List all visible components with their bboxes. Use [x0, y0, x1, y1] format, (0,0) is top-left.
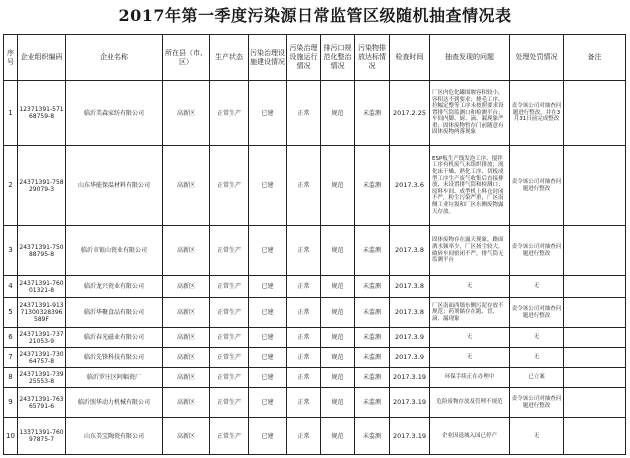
cell-county: 高新区	[163, 226, 210, 276]
cell-code: 12371391-57168759-8	[18, 81, 66, 146]
cell-code: 24371391-76001321-8	[18, 276, 66, 298]
cell-outlet: 规范	[321, 226, 355, 276]
cell-seq: 1	[4, 81, 18, 146]
inspection-table	[3, 34, 626, 455]
cell-facility-built: 已建	[249, 276, 287, 298]
header-problems: 抽查发现的问题	[430, 35, 510, 81]
cell-seq: 9	[4, 388, 18, 418]
cell-seq: 4	[4, 276, 18, 298]
cell-handling: 责令该公司对抽查问题进行整改	[510, 226, 564, 276]
table-row	[4, 298, 626, 328]
cell-county: 高新区	[163, 368, 210, 388]
cell-check-time: 2017.3.8	[390, 276, 430, 298]
cell-handling: 责令该公司对抽查问题进行整改，并在3月31日前完成整改	[510, 81, 564, 146]
cell-facility-built: 已建	[249, 146, 287, 226]
header-outlet: 排污口规范化整治情况	[321, 35, 355, 81]
cell-facility-run: 正常	[287, 226, 321, 276]
header-handling: 处理处罚情况	[510, 35, 564, 81]
table-row	[4, 368, 626, 388]
cell-outlet: 规范	[321, 328, 355, 348]
cell-code: 13371391-76097875-7	[18, 418, 66, 455]
table-row	[4, 146, 626, 226]
cell-remark	[564, 328, 626, 348]
cell-county: 高新区	[163, 348, 210, 368]
cell-status: 正常生产	[210, 418, 249, 455]
cell-facility-run: 正常	[287, 276, 321, 298]
cell-monitor: 未监测	[355, 368, 390, 388]
cell-check-time: 2017.3.6	[390, 146, 430, 226]
cell-monitor: 未监测	[355, 418, 390, 455]
cell-facility-built: 已建	[249, 388, 287, 418]
header-seq: 序号	[4, 35, 18, 81]
cell-facility-run: 正常	[287, 388, 321, 418]
cell-status: 正常生产	[210, 298, 249, 328]
cell-name: 山东华能保温材料有限公司	[66, 146, 163, 226]
cell-handling: 无	[510, 418, 564, 455]
cell-outlet: 规范	[321, 388, 355, 418]
cell-monitor: 未监测	[355, 298, 390, 328]
cell-code: 24371391-73721053-9	[18, 328, 66, 348]
cell-county: 高新区	[163, 418, 210, 455]
cell-problems: 固体废物存在露天现象，路面洒水频率少，厂区扬尘较大，破碎车间密闭不严，排气筒无监测平台	[430, 226, 510, 276]
cell-seq: 6	[4, 328, 18, 348]
cell-code: 24371391-91371300328396589F	[18, 298, 66, 328]
header-row	[4, 35, 626, 81]
cell-problems: ESP板生产线发泡工序、搅拌工序有机废气未组织排放；流化床干燥、熟化工序、切板成型工序生产废气收集后直接排放，未设置排气筒和检测口；原料车间、成型机上料仓封闭不严，粉尘污染严重，厂区南侧工业垃圾和厂区东侧废物露天存放。	[430, 146, 510, 226]
cell-remark	[564, 226, 626, 276]
cell-seq: 10	[4, 418, 18, 455]
page-title: 2017年第一季度污染源日常监管区级随机抽查情况表	[118, 6, 512, 25]
header-facility-run: 污染治理设施运行情况	[287, 35, 321, 81]
header-status: 生产状态	[210, 35, 249, 81]
cell-status: 正常生产	[210, 81, 249, 146]
cell-outlet: 规范	[321, 368, 355, 388]
cell-status: 正常生产	[210, 388, 249, 418]
cell-facility-run: 正常	[287, 298, 321, 328]
cell-facility-run: 正常	[287, 418, 321, 455]
cell-name: 临沂华聚食品有限公司	[66, 298, 163, 328]
cell-name: 临沂照华动力机械有限公司	[66, 388, 163, 418]
cell-facility-built: 已建	[249, 348, 287, 368]
cell-code: 24371391-73925553-8	[18, 368, 66, 388]
header-county: 所在县（市、区）	[163, 35, 210, 81]
cell-facility-built: 已建	[249, 418, 287, 455]
cell-code: 24371391-76365791-6	[18, 388, 66, 418]
cell-handling: 责令该公司对抽查问题进行整改	[510, 388, 564, 418]
header-monitor: 污染物排放达标情况	[355, 35, 390, 81]
cell-remark	[564, 81, 626, 146]
cell-code: 24371391-73064757-8	[18, 348, 66, 368]
cell-outlet: 规范	[321, 348, 355, 368]
table-row	[4, 226, 626, 276]
cell-check-time: 2017.3.9	[390, 328, 430, 348]
cell-facility-built: 已建	[249, 328, 287, 348]
cell-facility-built: 已建	[249, 81, 287, 146]
cell-name: 临沂市银山瓷业有限公司	[66, 226, 163, 276]
cell-problems: 厂区内危化罐围堰容积较小，容积达不到要求；烧毛工序、拉幅定整等工序未按照要求设置排气筒监测口和检测平台；车间内脚、厨、滴、漏现象严重；固体废物暂存门前随意有固体废物两落现象	[430, 81, 510, 146]
cell-handling: 责令该公司对抽查问题进行整改	[510, 146, 564, 226]
cell-county: 高新区	[163, 146, 210, 226]
cell-facility-built: 已建	[249, 226, 287, 276]
cell-facility-run: 正常	[287, 328, 321, 348]
table-row	[4, 276, 626, 298]
cell-name: 临沂罗庄区阿幅瓷厂	[66, 368, 163, 388]
cell-county: 高新区	[163, 276, 210, 298]
cell-facility-run: 正常	[287, 368, 321, 388]
cell-remark	[564, 276, 626, 298]
cell-handling: 无	[510, 348, 564, 368]
cell-status: 正常生产	[210, 226, 249, 276]
cell-check-time: 2017.3.19	[390, 418, 430, 455]
cell-outlet: 规范	[321, 146, 355, 226]
header-name: 企业名称	[66, 35, 163, 81]
cell-remark	[564, 298, 626, 328]
table-row	[4, 418, 626, 455]
cell-seq: 3	[4, 226, 18, 276]
cell-check-time: 2017.3.9	[390, 348, 430, 368]
cell-remark	[564, 146, 626, 226]
cell-problems: 厂区南面西墙东侧污泥存放不规范；药剂储存在跑、冒、滴、漏现象	[430, 298, 510, 328]
cell-problems: 无	[430, 276, 510, 298]
cell-facility-run: 正常	[287, 146, 321, 226]
cell-outlet: 规范	[321, 276, 355, 298]
cell-monitor: 未监测	[355, 226, 390, 276]
cell-county: 高新区	[163, 81, 210, 146]
header-code: 企业组织编码	[18, 35, 66, 81]
cell-name: 临沂龙兴瓷业有限公司	[66, 276, 163, 298]
cell-name: 山东美宝陶瓷有限公司	[66, 418, 163, 455]
cell-handling: 责令该公司对抽查问题进行整改	[510, 298, 564, 328]
table-row	[4, 328, 626, 348]
cell-status: 正常生产	[210, 146, 249, 226]
cell-problems: 企业因退城入园已停产	[430, 418, 510, 455]
cell-check-time: 2017.3.8	[390, 298, 430, 328]
header-check-time: 检查时间	[390, 35, 430, 81]
table-row	[4, 81, 626, 146]
cell-handling: 无	[510, 276, 564, 298]
cell-remark	[564, 348, 626, 368]
cell-seq: 2	[4, 146, 18, 226]
cell-monitor: 未监测	[355, 328, 390, 348]
cell-facility-built: 已建	[249, 298, 287, 328]
cell-name: 临沂美森家纺有限公司	[66, 81, 163, 146]
header-facility-built: 污染治理设施建设情况	[249, 35, 287, 81]
cell-handling: 已立案	[510, 368, 564, 388]
cell-check-time: 2017.2.25	[390, 81, 430, 146]
cell-monitor: 未监测	[355, 146, 390, 226]
cell-outlet: 规范	[321, 418, 355, 455]
cell-problems: 无	[430, 328, 510, 348]
cell-facility-run: 正常	[287, 81, 321, 146]
cell-problems: 环保手续正在办理中	[430, 368, 510, 388]
cell-problems: 无	[430, 348, 510, 368]
cell-remark	[564, 388, 626, 418]
cell-problems: 危险废物存放及管理不规范	[430, 388, 510, 418]
cell-remark	[564, 418, 626, 455]
cell-status: 正常生产	[210, 276, 249, 298]
cell-name: 临沂先锋科技有限公司	[66, 348, 163, 368]
cell-county: 高新区	[163, 388, 210, 418]
cell-monitor: 未监测	[355, 348, 390, 368]
table-row	[4, 348, 626, 368]
cell-county: 高新区	[163, 298, 210, 328]
cell-name: 临沂春光磁业有限公司	[66, 328, 163, 348]
cell-status: 正常生产	[210, 328, 249, 348]
cell-facility-built: 已建	[249, 368, 287, 388]
cell-facility-run: 正常	[287, 348, 321, 368]
cell-monitor: 未监测	[355, 388, 390, 418]
cell-code: 24371391-75829079-3	[18, 146, 66, 226]
cell-status: 正常生产	[210, 348, 249, 368]
cell-seq: 7	[4, 348, 18, 368]
cell-check-time: 2017.3.19	[390, 388, 430, 418]
header-remark: 备注	[564, 35, 626, 81]
cell-monitor: 未监测	[355, 81, 390, 146]
cell-code: 24371391-75088795-8	[18, 226, 66, 276]
cell-outlet: 规范	[321, 298, 355, 328]
cell-seq: 8	[4, 368, 18, 388]
cell-monitor: 未监测	[355, 276, 390, 298]
cell-check-time: 2017.3.19	[390, 368, 430, 388]
cell-check-time: 2017.3.8	[390, 226, 430, 276]
cell-outlet: 规范	[321, 81, 355, 146]
cell-handling: 无	[510, 328, 564, 348]
cell-seq: 5	[4, 298, 18, 328]
cell-county: 高新区	[163, 328, 210, 348]
cell-remark	[564, 368, 626, 388]
cell-status: 正常生产	[210, 368, 249, 388]
table-row	[4, 388, 626, 418]
